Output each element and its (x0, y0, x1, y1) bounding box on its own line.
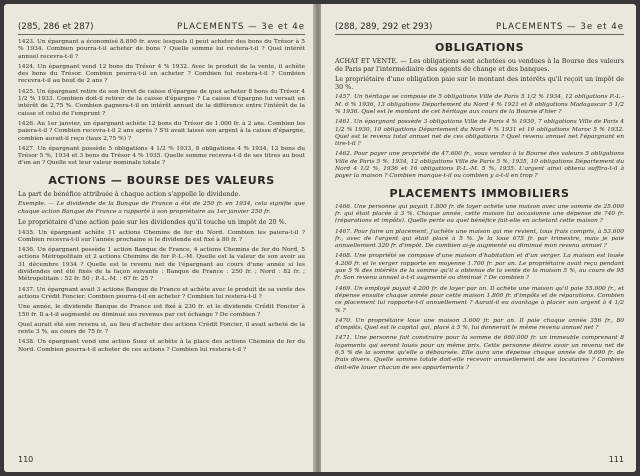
exercise-1466: 1466. Une personne qui payait 1.800 fr. de loyer achète une maison avec une somme de 25.000 fr. qui était placée à 3 %. Chaque année, cette maison lui occasionne une dépense de 740 fr. (réparations et impôts). Quelle perte ou quel bénéfice fait-elle en achetant cette maison ? (335, 203, 624, 225)
exercise-1438: 1438. Un épargnant vend une action Suez et achète à la place des actions Chemins de fer du Nord. Combien pourra-t-il acheter de ces actions ? Combien lui restera-t-il ? (18, 339, 305, 353)
exercise-1470: 1470. Un propriétaire loue une maison 3.600 fr. par an. Il paie chaque année 356 fr., 80 d'impôts. Quel est le capital qui, placé à 5 %, lui donnerait le même revenu annuel net ? (335, 317, 624, 332)
right-page-header (335, 22, 624, 35)
exercise-1427: 1427. Un épargnant possède 5 obligations 4 1/2 % 1933, 8 obligations 4 % 1934, 12 bons du Trésor 5 %, 1934 et 3 bons du Trésor 4 % 1935. Quelle somme recevra-t-il de ses titres au bout d'un an ? Quelle est leur valeur nominale totale ? (18, 145, 305, 167)
dividend-tax-note: Le propriétaire d'une action paie sur les dividendes qu'il touche un impôt de 20 %. (18, 217, 287, 226)
left-header-title: PLACEMENTS — 3e et 4e (177, 22, 305, 32)
exercise-1469: 1469. Un employé payait 4.200 fr. de loyer par an. Il achète une maison qu'il paie 55.000 fr., et dépense ensuite chaque année pour cette maison 1.800 fr. d'impôts et de réparations. Combien ce placement lui rapporte-t-il annuellement ? Aurait-il eu avantage à placer son argent à 4 1/2 % ? (335, 285, 624, 314)
exercise-1437: 1437. Un épargnant avait 3 actions Banque de France et achète avec le produit de sa vente des actions Crédit Foncier. Combien pourra-t-il en acheter ? Combien lui restera-t-il ? (18, 286, 305, 300)
exercise-1436: 1436. Un épargnant possède 1 action Banque de France, 4 actions Chemins de fer du Nord, 5 actions Métropolitain et 2 actions Chemins de fer P.-L.-M. Quelle est la valeur de son avoir au 31 décembre 1934 ? Quelle est le revenu net de l'épargnant au cours d'une année si les dividendes ont été fixés de la façon suivante : Banque de France : 250 fr. ; Nord : 82 fr. ; Métropolitain : 52 fr. 50 ; P.-L.-M. : 67 fr. 25 ? (18, 247, 305, 283)
right-header-title: PLACEMENTS — 3e et 4e (496, 22, 624, 32)
section-title-actions: ACTIONS — BOURSE DES VALEURS (48, 173, 275, 187)
exercise-1467: 1467. Pour faire un placement, j'achète une maison qui me revient, tous frais compris, à 53.600 fr., avec de l'argent qui était placé à 5 %. Je la loue 675 fr. par trimestre, mais je paie annuellement 320 fr. d'impôt. De combien ai-je augmenté ou diminué mon revenu annuel ? (335, 228, 624, 250)
dividend-definition: La part de bénéfice attribuée à chaque action s'appelle le dividende. (18, 189, 241, 198)
section-title-placements-immobiliers: PLACEMENTS IMMOBILIERS (389, 186, 570, 200)
exercise-1437-part2: Une année, le dividende Banque de France est fixé à 230 fr. et le dividende Crédit Foncier à 150 fr. Il a-t-il augmenté ou diminué ses revenus par cet échange ? De combien ? (18, 304, 305, 318)
exercise-1435: 1435. Un épargnant achète 11 actions Chemins de fer du Nord. Combien les paiera-t-il ? Combien recevra-t-il sur l'année prochaine si le dividende est fixé à 80 fr. ? (18, 229, 305, 243)
exercise-1426: 1426. Au 1er janvier, un épargnant achète 12 bons du Trésor de 1.000 fr. à 2 ans. Combien les paiera-t-il ? Combien recevra-t-il 2 ans après ? S'il avait laissé son argent à la caisse d'épargne, combien aurait-il reçu (taux 2,75 %) ? (18, 120, 305, 142)
exercise-1423: 1423. Un épargnant a économisé 8.890 fr. avec lesquels il peut acheter des bons du Trésor à 5 % 1934. Combien pourra-t-il acheter de bons ? Quelle somme lui restera-t-il ? Quel intérêt annuel recevra-t-il ? (18, 39, 305, 60)
left-header-ref: (285, 286 et 287) (18, 22, 94, 32)
dividend-example: Exemple. — Le dividende de la Banque de France a été de 250 fr. en 1934, cela signifie que chaque action Banque de France a rapporté à son propriétaire au 1er janvier 250 fr. (18, 201, 305, 215)
achat-vente-intro: ACHAT ET VENTE. — Les obligations sont achetées ou vendues à la Bourse des valeurs de Paris par l'intermédiaire des agents de change et des banques. (335, 57, 624, 73)
section-title-obligations: OBLIGATIONS (434, 41, 525, 54)
left-page-number: 110 (18, 455, 34, 464)
obligation-tax-note: Le propriétaire d'une obligation paie sur le montant des intérêts qu'il reçoit un impôt de 30 %. (335, 75, 624, 91)
exercise-1462: 1462. Pour payer une propriété de 47.600 fr., vous vendez à la Bourse des valeurs 5 obligations Ville de Paris 5 %, 1934, 12 obligations Ville de Paris 5 %, 1935, 10 obligations Département du Nord 4 1/2 %, 1936 et 16 obligations P.-L.-M. 5 %, 1935. L'argent ainsi obtenu suffira-t-il à payer la maison ? Combien manque-t-il ou combien y a-t-il en trop ? (335, 151, 624, 180)
exercise-1457: 1457. Un héritage se compose de 5 obligations Ville de Paris 5 1/2 % 1934, 12 obligations P.-L.-M. 6 % 1936, 13 obligations Département du Nord 4 % 1921 et 8 obligations Madagascar 5 1/2 % 1936. Quel est le montant de cet héritage aux cours de la Bourse d'hier ? (335, 94, 624, 115)
left-page-header (18, 22, 305, 35)
exercise-1471: 1471. Une personne fait construire pour la somme de 660.000 fr. un immeuble comprenant 8 logements qui seront loués pour un même prix. Cette personne désire avoir un revenu net de 6,5 % de la somme qu'elle a déboursée. Elle aura une dépense chaque année de 9.690 fr. de frais divers. Quelle somme totale doit-elle recevoir annuellement de ses locataires ? Combien doit-elle louer chacun de ses appartements ? (335, 335, 624, 371)
exercise-1437-part3: Quel aurait été son revenu si, au lieu d'acheter des actions Crédit Foncier, il avait acheté de la rente 3 %, au cours de 75 fr. ? (18, 321, 305, 336)
right-page-number: 111 (608, 455, 624, 464)
exercise-1425: 1425. Un épargnant retire de son livret de caisse d'épargne de quoi acheter 8 bons du Trésor 4 1/2 % 1933. Combien doit-il retirer de la caisse d'épargne ? La caisse d'épargne lui versait un intérêt de 2,75 %. Combien gagnera-t-il en intérêt annuel de la différence entre l'intérêt de la caisse et celui de l'emprunt ? (18, 88, 305, 117)
exercise-1468: 1468. Une propriété se compose d'une maison d'habitation et d'un verger. La maison est louée 4.200 fr. et le verger rapporte en moyenne 1.700 fr. par an. Le propriétaire avait reçu pendant que 5 % des intérêts de la somme qu'il a obtenue de la vente de la maison 5 %, au cours de 95 fr. Son revenu annuel a-t-il augmenté ou diminué ? De combien ? (335, 253, 624, 282)
exercise-1461: 1461. Un épargnant possède 3 obligations Ville de Paris 4 % 1930, 7 obligations Ville de Paris 4 1/2 % 1930, 10 obligations Département du Nord 4 % 1931 et 10 obligations Maroc 5 % 1932. Quel est le revenu total annuel net de ces obligations ? Quel revenu annuel net l'épargnant en tire-t-il ? (335, 119, 624, 148)
left-page (4, 4, 315, 472)
right-page (321, 4, 636, 472)
right-header-ref: (288, 289, 292 et 293) (335, 22, 433, 32)
exercise-1424: 1424. Un épargnant vend 12 bons du Trésor 4 % 1932. Avec le produit de la vente, il achète des bons du Trésor. Combien pourra-t-il en acheter ? Combien lui restera-t-il ? Combien recevra-t-il au bout de 2 ans ? (18, 63, 305, 85)
